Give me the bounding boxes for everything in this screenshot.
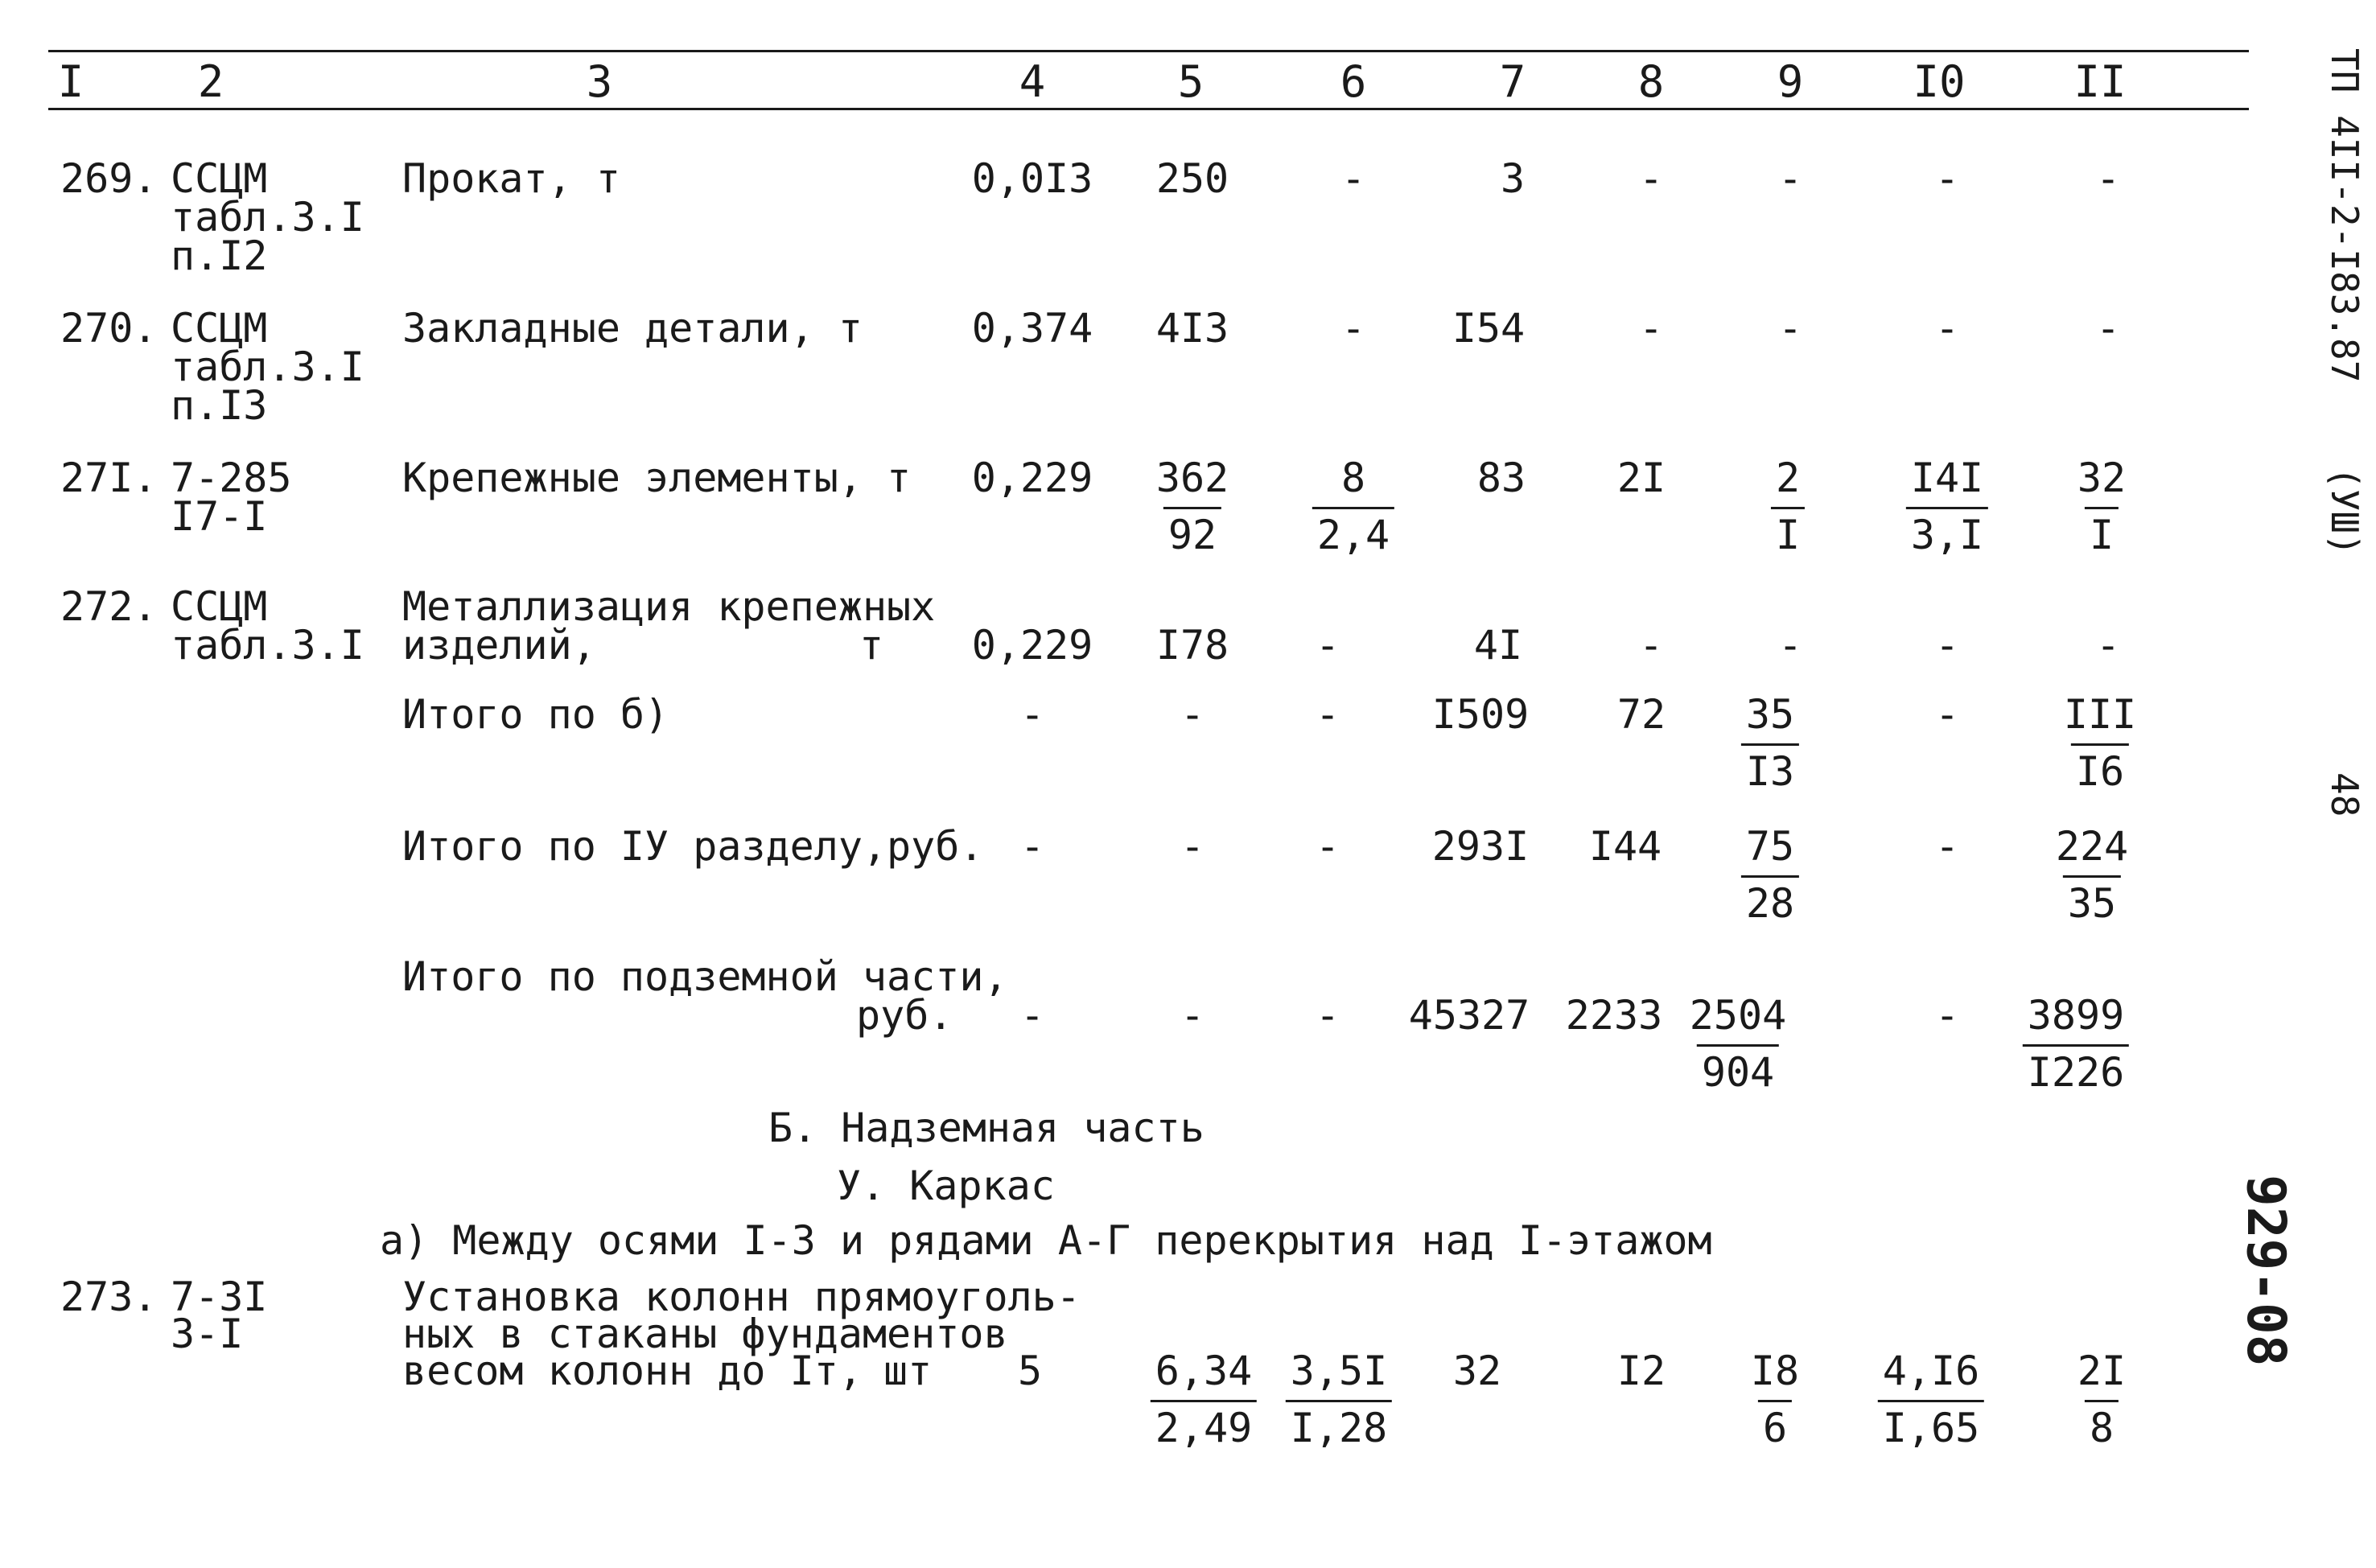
col6-value: - — [1340, 305, 1366, 352]
denominator: I6 — [2071, 743, 2129, 792]
col4-value: - — [1019, 823, 1045, 870]
header-col-4: 4 — [1019, 56, 1046, 107]
code-line-2: табл.3.I — [171, 344, 364, 390]
work-name-line-2: изделий, — [402, 622, 596, 669]
col10-value: - — [1934, 155, 1960, 202]
col5-value: - — [1180, 691, 1205, 738]
total-label-line-1: Итого по подземной части, — [402, 953, 1008, 1000]
row-number: 27I. — [60, 455, 158, 501]
denominator: I,65 — [1878, 1400, 1984, 1449]
col5-fraction — [1151, 457, 1233, 556]
header-col-8: 8 — [1637, 56, 1665, 107]
code-line-1: 7-285 — [171, 455, 292, 501]
header-col-6: 6 — [1340, 56, 1367, 107]
work-name-line-3: весом колонн до Iт, — [402, 1348, 863, 1394]
denominator: 92 — [1163, 507, 1221, 556]
col7-value: 32 — [1452, 1348, 1502, 1394]
col5-value: 4I3 — [1155, 305, 1229, 352]
col11-fraction — [2073, 1350, 2131, 1449]
work-name: Крепежные элементы, т — [402, 455, 912, 501]
code-line-2: табл.3.I — [171, 622, 364, 669]
code-line-2: табл.3.I — [171, 194, 364, 241]
subsection-heading-a: а) Между осями I-3 и рядами А-Г перекрытия над I-этажом — [380, 1217, 1712, 1264]
work-name-line-2: ных в стаканы фундаментов — [402, 1311, 1008, 1357]
col11-value: - — [2095, 622, 2121, 669]
header-col-9: 9 — [1777, 56, 1804, 107]
header-col-10: I0 — [1913, 56, 1966, 107]
col5-value: 250 — [1155, 155, 1229, 202]
col8-value: - — [1638, 305, 1664, 352]
page-number-vertical: 48 — [2323, 772, 2366, 817]
col10-fraction — [1878, 1350, 1984, 1449]
denominator: 6 — [1758, 1400, 1792, 1449]
work-name-line-1: Установка колонн прямоуголь- — [402, 1274, 1081, 1320]
col7-value: I54 — [1452, 305, 1526, 352]
code-line-1: 7-3I — [171, 1274, 268, 1320]
col11-value: - — [2095, 155, 2121, 202]
denominator: 2,4 — [1312, 507, 1394, 556]
row-number: 272. — [60, 583, 158, 630]
col11-fraction — [2059, 691, 2141, 795]
header-rule — [48, 108, 2249, 110]
header-col-2: 2 — [197, 56, 224, 107]
work-name: Закладные детали, т — [402, 305, 863, 352]
denominator: 8 — [2085, 1400, 2119, 1449]
row-number: 273. — [60, 1274, 158, 1320]
col10-fraction — [1906, 457, 1988, 556]
code-line-3: п.I3 — [171, 382, 268, 429]
code-line-2: 3-I — [171, 1311, 244, 1357]
denominator: 904 — [1697, 1044, 1779, 1093]
header-col-11: II — [2073, 56, 2127, 107]
header-col-5: 5 — [1177, 56, 1204, 107]
col11-fraction — [2051, 823, 2133, 927]
col6-fraction — [1312, 457, 1394, 556]
numerator: 35 — [1745, 691, 1795, 738]
col6-fraction — [1286, 1350, 1392, 1449]
code-line-2: I7-I — [171, 493, 268, 540]
col4-value: 0,0I3 — [971, 155, 1093, 202]
col5-value: I78 — [1155, 622, 1229, 669]
unit-label: т — [859, 622, 884, 669]
numerator: 2504 — [1689, 992, 1787, 1039]
col8-value: - — [1638, 155, 1664, 202]
header-col-3: 3 — [586, 56, 613, 107]
numerator: 362 — [1155, 455, 1229, 501]
numerator: III — [2063, 691, 2137, 738]
numerator: I8 — [1750, 1348, 1800, 1394]
numerator: 6,34 — [1155, 1348, 1253, 1394]
code-line-1: ССЦМ — [171, 155, 268, 202]
col7-value: 3 — [1500, 155, 1526, 202]
col7-value: 293I — [1431, 823, 1530, 870]
col7-value: I509 — [1431, 691, 1530, 738]
stamp-number-vertical: 929-08 — [2235, 1175, 2297, 1367]
total-label: Итого по б) — [402, 691, 669, 738]
top-rule — [48, 50, 2249, 52]
numerator: 224 — [2055, 823, 2129, 870]
denominator: I3 — [1741, 743, 1799, 792]
col5-value: - — [1180, 992, 1205, 1039]
col10-value: - — [1934, 691, 1960, 738]
col9-fraction — [1771, 457, 1805, 556]
col8-value: - — [1638, 622, 1664, 669]
code-line-1: ССЦМ — [171, 583, 268, 630]
col4-value: - — [1019, 691, 1045, 738]
header-col-1: I — [57, 56, 84, 107]
col8-value: I2 — [1616, 1348, 1666, 1394]
section-heading-b: Б. Надземная часть — [768, 1105, 1204, 1151]
col6-value: - — [1340, 155, 1366, 202]
numerator: 3,5I — [1290, 1348, 1388, 1394]
col5-fraction — [1151, 1350, 1257, 1449]
numerator: 75 — [1745, 823, 1795, 870]
col9-value: - — [1777, 305, 1803, 352]
numerator: 2I — [2077, 1348, 2127, 1394]
col8-value: 2233 — [1565, 992, 1663, 1039]
col9-fraction — [1741, 823, 1799, 927]
col8-value: I44 — [1588, 823, 1662, 870]
denominator: 2,49 — [1151, 1400, 1257, 1449]
col9-fraction — [1746, 1350, 1804, 1449]
numerator: 4,I6 — [1882, 1348, 1980, 1394]
col8-value: 72 — [1616, 691, 1666, 738]
col9-fraction — [1685, 992, 1791, 1096]
col7-value: 83 — [1476, 455, 1526, 501]
col6-value: - — [1315, 691, 1340, 738]
numerator: 8 — [1340, 455, 1366, 501]
denominator: I,28 — [1286, 1400, 1392, 1449]
col10-value: - — [1934, 622, 1960, 669]
total-label-line-2: руб. — [856, 992, 953, 1039]
denominator: 28 — [1741, 875, 1799, 924]
col7-value: 45327 — [1408, 992, 1530, 1039]
col4-value: 5 — [1017, 1348, 1043, 1394]
col4-value: - — [1019, 992, 1045, 1039]
denominator: I226 — [2023, 1044, 2129, 1093]
numerator: 3899 — [2027, 992, 2125, 1039]
col11-fraction — [2023, 992, 2129, 1096]
row-number: 270. — [60, 305, 158, 352]
denominator: I — [1771, 507, 1805, 556]
document-code-vertical: ТП 4II-2-I83.87 — [2323, 48, 2366, 383]
col10-value: - — [1934, 305, 1960, 352]
col6-value: - — [1315, 823, 1340, 870]
col9-fraction — [1741, 691, 1799, 795]
col7-value: 4I — [1473, 622, 1523, 669]
numerator: I4I — [1910, 455, 1984, 501]
col6-value: - — [1315, 622, 1340, 669]
unit-label: шт — [883, 1348, 933, 1394]
col10-value: - — [1934, 992, 1960, 1039]
col9-value: - — [1777, 622, 1803, 669]
col4-value: 0,374 — [971, 305, 1093, 352]
denominator: 3,I — [1906, 507, 1988, 556]
col5-value: - — [1180, 823, 1205, 870]
col11-value: - — [2095, 305, 2121, 352]
numerator: 2 — [1775, 455, 1801, 501]
code-line-1: ССЦМ — [171, 305, 268, 352]
work-name: Прокат, т — [402, 155, 620, 202]
work-name-line-1: Металлизация крепежных — [402, 583, 936, 630]
col6-value: - — [1315, 992, 1340, 1039]
col11-fraction — [2073, 457, 2131, 556]
col4-value: 0,229 — [971, 455, 1093, 501]
denominator: I — [2085, 507, 2119, 556]
numerator: 32 — [2077, 455, 2127, 501]
header-col-7: 7 — [1499, 56, 1526, 107]
row-number: 269. — [60, 155, 158, 202]
col4-value: 0,229 — [971, 622, 1093, 669]
total-label: Итого по IУ разделу,руб. — [402, 823, 984, 870]
album-number-vertical: (УШ) — [2323, 467, 2366, 556]
col10-value: - — [1934, 823, 1960, 870]
col8-value: 2I — [1616, 455, 1666, 501]
code-line-3: п.I2 — [171, 233, 268, 279]
col9-value: - — [1777, 155, 1803, 202]
section-heading-v: У. Каркас — [837, 1163, 1055, 1209]
denominator: 35 — [2063, 875, 2121, 924]
